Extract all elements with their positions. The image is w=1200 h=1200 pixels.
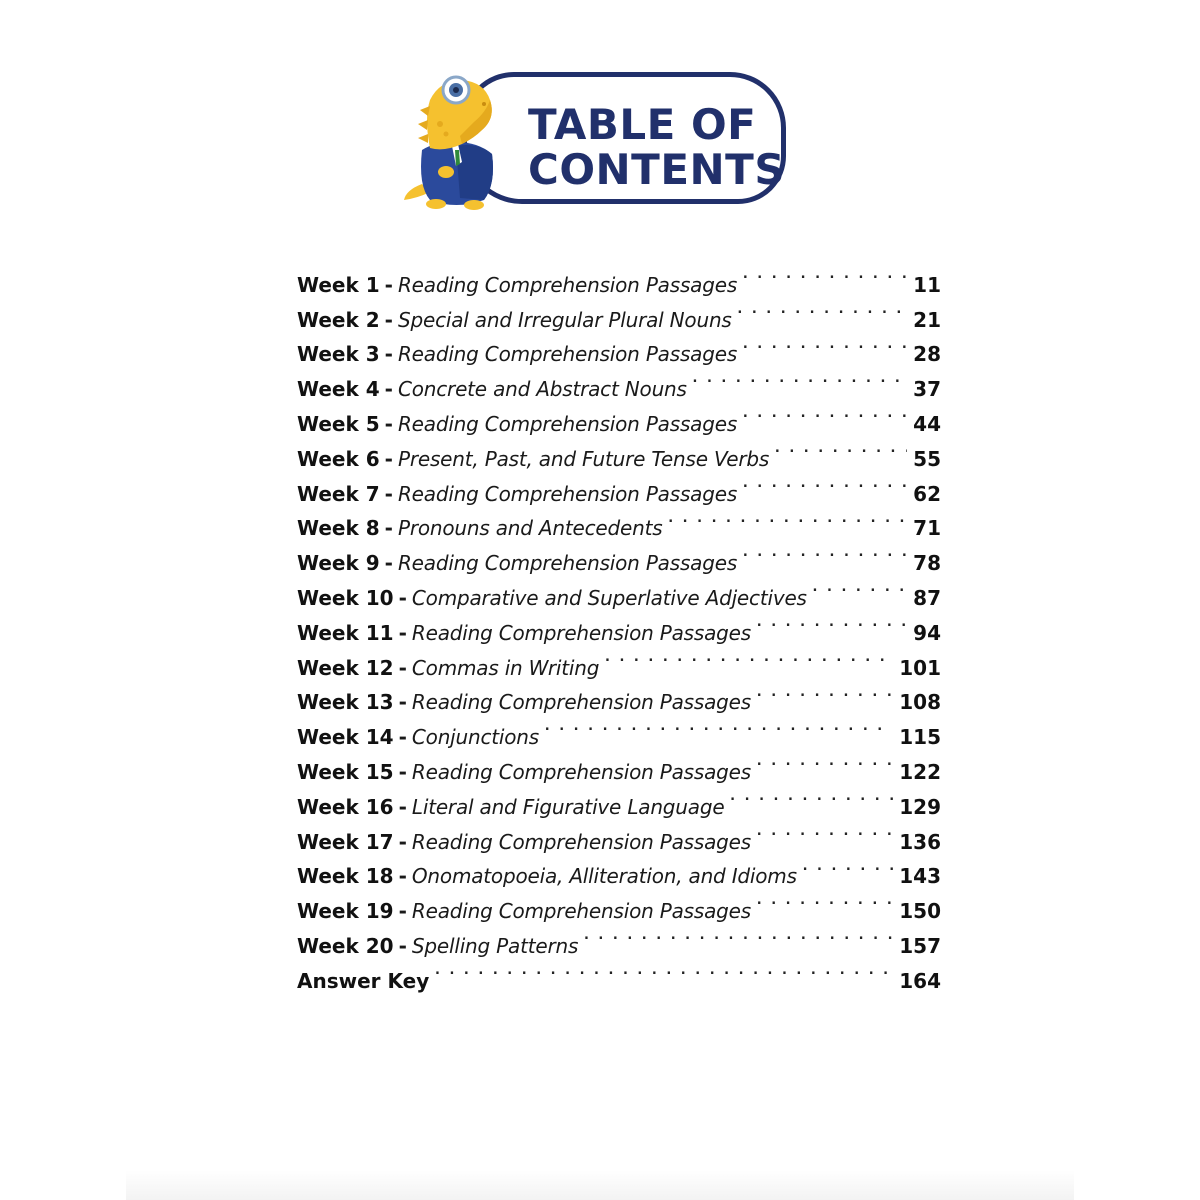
toc-entry-topic: Spelling Patterns (411, 933, 579, 958)
toc-dot-leader (755, 744, 893, 779)
toc-entry-separator: - (384, 342, 393, 367)
toc-entry-page-number: 28 (913, 342, 941, 367)
toc-dot-leader (666, 501, 907, 536)
toc-entry-label: Week 15 (297, 759, 394, 784)
page-bottom-edge (126, 1170, 1074, 1200)
title-line-1: TABLE OF (528, 100, 757, 149)
toc-dot-leader (433, 953, 893, 988)
toc-entry-page-number: 44 (913, 411, 941, 436)
toc-entry-topic: Comparative and Superlative Adjectives (411, 585, 807, 610)
toc-entry-label: Week 13 (297, 690, 394, 715)
toc-entry-label: Week 14 (297, 725, 394, 750)
toc-entry-label: Week 17 (297, 829, 394, 854)
toc-entry-topic: Commas in Writing (411, 655, 600, 680)
toc-entry-page-number: 157 (899, 933, 941, 958)
toc-dot-leader (755, 883, 893, 918)
toc-entry-page-number: 108 (899, 690, 941, 715)
toc-entry-label: Week 9 (297, 551, 380, 576)
toc-entry-topic: Reading Comprehension Passages (397, 551, 738, 576)
toc-dot-leader (741, 396, 907, 431)
toc-entry (297, 257, 941, 297)
toc-entry-separator: - (398, 725, 407, 750)
toc-entry-topic: Reading Comprehension Passages (411, 829, 751, 854)
toc-entry-topic: Reading Comprehension Passages (411, 899, 751, 924)
toc-dot-leader (741, 535, 907, 570)
toc-entry-topic: Pronouns and Antecedents (397, 516, 663, 541)
toc-dot-leader (755, 814, 893, 849)
toc-entry-label: Week 6 (297, 446, 380, 471)
toc-entry-page-number: 164 (899, 968, 941, 993)
toc-entry-separator: - (384, 481, 393, 506)
toc-entry-separator: - (384, 446, 393, 471)
toc-entry-topic: Reading Comprehension Passages (397, 342, 738, 367)
toc-entry-page-number: 21 (913, 307, 941, 332)
toc-entry-separator: - (398, 585, 407, 610)
toc-entry-topic: Onomatopoeia, Alliteration, and Idioms (411, 864, 797, 889)
toc-dot-leader (811, 570, 907, 605)
toc-dot-leader (736, 292, 908, 327)
toc-dot-leader (801, 849, 893, 884)
toc-entry-separator: - (384, 307, 393, 332)
toc-entry-page-number: 101 (899, 655, 941, 680)
toc-entry-separator: - (398, 759, 407, 784)
toc-entry-separator: - (398, 794, 407, 819)
toc-entry-label: Week 8 (297, 516, 380, 541)
toc-entry-page-number: 94 (913, 620, 941, 645)
toc-entry-topic: Reading Comprehension Passages (397, 411, 738, 436)
toc-dot-leader (741, 257, 907, 292)
toc-entry-topic: Reading Comprehension Passages (397, 481, 738, 506)
toc-entry-page-number: 62 (913, 481, 941, 506)
dinosaur-mascot-icon (400, 66, 520, 216)
toc-entry-page-number: 55 (913, 446, 941, 471)
toc-entry-separator: - (398, 933, 407, 958)
table-of-contents-list (297, 257, 941, 993)
toc-entry-label: Week 19 (297, 899, 394, 924)
toc-entry-page-number: 136 (899, 829, 941, 854)
toc-entry-topic: Literal and Figurative Language (411, 794, 725, 819)
toc-entry-separator: - (384, 551, 393, 576)
toc-entry-separator: - (398, 620, 407, 645)
toc-entry-label: Week 10 (297, 585, 394, 610)
toc-entry-label: Answer Key (297, 968, 430, 993)
toc-entry-label: Week 18 (297, 864, 394, 889)
toc-entry-label: Week 11 (297, 620, 394, 645)
toc-entry-label: Week 3 (297, 342, 380, 367)
toc-dot-leader (755, 675, 893, 710)
toc-entry-page-number: 143 (899, 864, 941, 889)
toc-dot-leader (582, 918, 893, 953)
toc-entry-separator: - (398, 655, 407, 680)
toc-dot-leader (728, 779, 893, 814)
toc-entry-page-number: 71 (913, 516, 941, 541)
toc-dot-leader (741, 466, 907, 501)
toc-dot-leader (755, 605, 907, 640)
toc-entry-topic: Reading Comprehension Passages (397, 272, 738, 297)
toc-dot-leader (691, 361, 907, 396)
toc-entry-label: Week 20 (297, 933, 394, 958)
toc-entry-page-number: 37 (913, 377, 941, 402)
toc-entry-topic: Reading Comprehension Passages (411, 690, 751, 715)
toc-entry-topic: Reading Comprehension Passages (411, 620, 751, 645)
toc-entry-label: Week 12 (297, 655, 394, 680)
toc-entry-separator: - (384, 377, 393, 402)
toc-entry-label: Week 5 (297, 411, 380, 436)
title-line-2: CONTENTS (528, 145, 786, 194)
toc-entry-page-number: 150 (899, 899, 941, 924)
toc-entry-separator: - (398, 829, 407, 854)
toc-entry-label: Week 2 (297, 307, 380, 332)
toc-entry-separator: - (398, 690, 407, 715)
toc-entry-separator: - (398, 864, 407, 889)
toc-entry-page-number: 115 (899, 725, 941, 750)
toc-entry-page-number: 87 (913, 585, 941, 610)
toc-entry-label: Week 1 (297, 272, 380, 297)
toc-entry-topic: Reading Comprehension Passages (411, 759, 751, 784)
toc-entry-topic: Special and Irregular Plural Nouns (397, 307, 732, 332)
toc-entry-page-number: 78 (913, 551, 941, 576)
toc-entry-separator: - (384, 272, 393, 297)
toc-dot-leader (603, 640, 893, 675)
toc-dot-leader (773, 431, 907, 466)
toc-entry-topic: Conjunctions (411, 725, 540, 750)
toc-entry-topic: Present, Past, and Future Tense Verbs (397, 446, 770, 471)
toc-entry-page-number: 11 (913, 272, 941, 297)
toc-entry-separator: - (384, 411, 393, 436)
toc-entry-page-number: 129 (899, 794, 941, 819)
toc-entry-label: Week 7 (297, 481, 380, 506)
toc-entry-label: Week 16 (297, 794, 394, 819)
toc-entry-separator: - (398, 899, 407, 924)
toc-header (400, 66, 800, 216)
toc-dot-leader (543, 709, 893, 744)
toc-entry-label: Week 4 (297, 377, 380, 402)
toc-entry-topic: Concrete and Abstract Nouns (397, 377, 687, 402)
toc-entry-page-number: 122 (899, 759, 941, 784)
toc-entry-separator: - (384, 516, 393, 541)
toc-dot-leader (741, 327, 907, 362)
